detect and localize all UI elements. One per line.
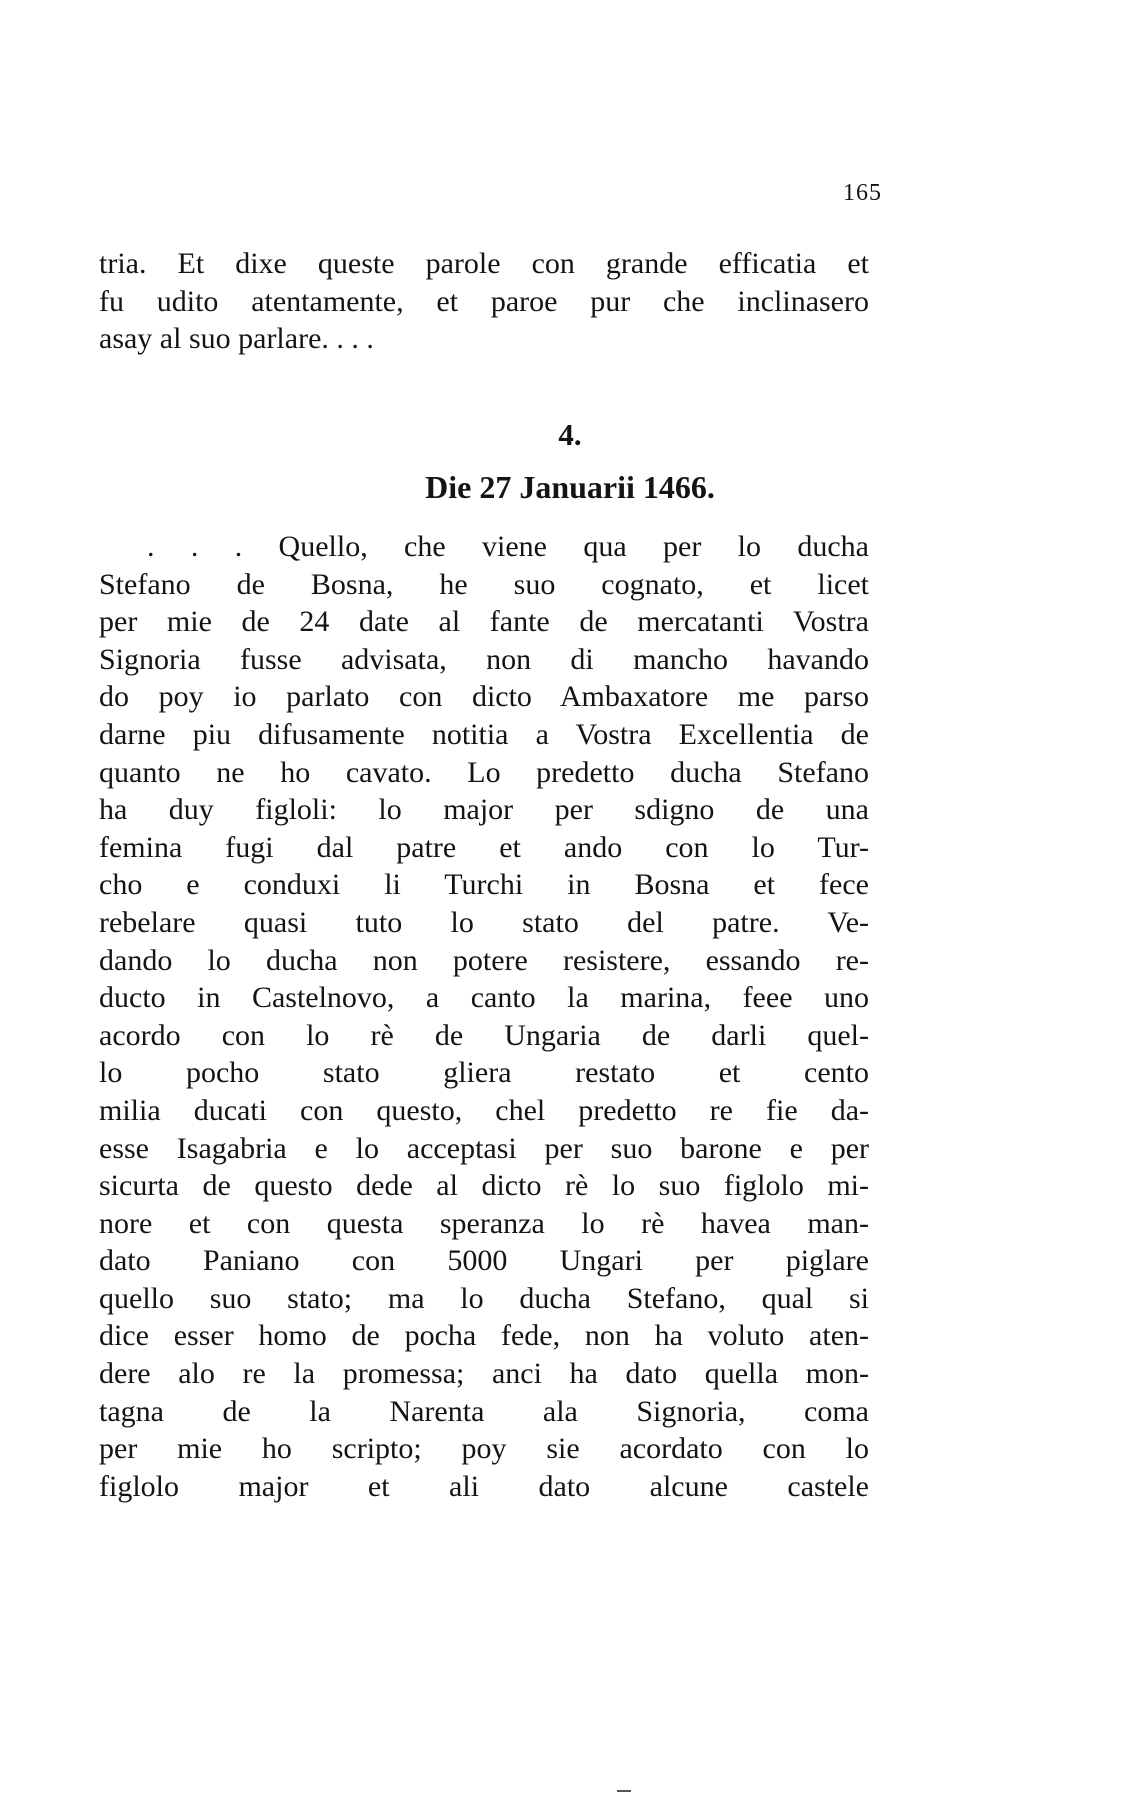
text-line: sicurta de questo dede al dicto rè lo suo figlolo mi- [99,1169,869,1203]
page-number: 165 [843,180,882,206]
text-line: milia ducati con questo, chel predetto re fie da- [99,1093,869,1127]
text-line: per mie ho scripto; poy sie acordato con lo [99,1432,869,1466]
text-line: tagna de la Narenta ala Signoria, coma [99,1394,869,1428]
text-line: dice esser homo de pocha fede, non ha voluto aten- [99,1319,869,1353]
text-line: dato Paniano con 5000 Ungari per piglare [99,1244,869,1278]
text-line: quanto ne ho cavato. Lo predetto ducha Stefano [99,755,869,789]
text-line: asay al suo parlare. . . . [99,322,374,356]
body-paragraph [99,528,869,1505]
page-bottom-mark [617,1790,631,1792]
text-line: dando lo ducha non potere resistere, essando re- [99,943,869,977]
text-line: rebelare quasi tuto lo stato del patre. Ve- [99,905,869,939]
text-line: fu udito atentamente, et paroe pur che inclinasero [99,284,869,318]
text-line: Stefano de Bosna, he suo cognato, et licet [99,567,869,601]
text-line: ducto in Castelnovo, a canto la marina, feee uno [99,981,869,1015]
text-line: esse Isagabria e lo acceptasi per suo barone e per [99,1131,869,1165]
text-line: nore et con questa speranza lo rè havea man- [99,1206,869,1240]
text-line: quello suo stato; ma lo ducha Stefano, qual si [99,1281,869,1315]
text-line: acordo con lo rè de Ungaria de darli quel- [99,1018,869,1052]
text-line: cho e conduxi li Turchi in Bosna et fece [99,868,869,902]
text-line: dere alo re la promessa; anci ha dato quella mon- [99,1357,869,1391]
text-line: do poy io parlato con dicto Ambaxatore me parso [99,680,869,714]
text-line: Signoria fusse advisata, non di mancho havando [99,642,869,676]
text-line: darne piu difusamente notitia a Vostra Excellentia de [99,717,869,751]
text-line: . . . Quello, che viene qua per lo ducha [147,530,869,563]
text-line: femina fugi dal patre et ando con lo Tur- [99,830,869,864]
text-line: tria. Et dixe queste parole con grande efficatia et [99,247,869,280]
text-line: per mie de 24 date al fante de mercatanti Vostra [99,605,869,639]
text-line: lo pocho stato gliera restato et cento [99,1056,869,1090]
section-number: 4. [558,417,582,452]
text-line: figlolo major et ali dato alcune castele [99,1469,869,1503]
section-date-heading: Die 27 Januarii 1466. [425,469,715,505]
opening-paragraph [99,245,869,358]
text-line: ha duy figloli: lo major per sdigno de una [99,793,869,827]
